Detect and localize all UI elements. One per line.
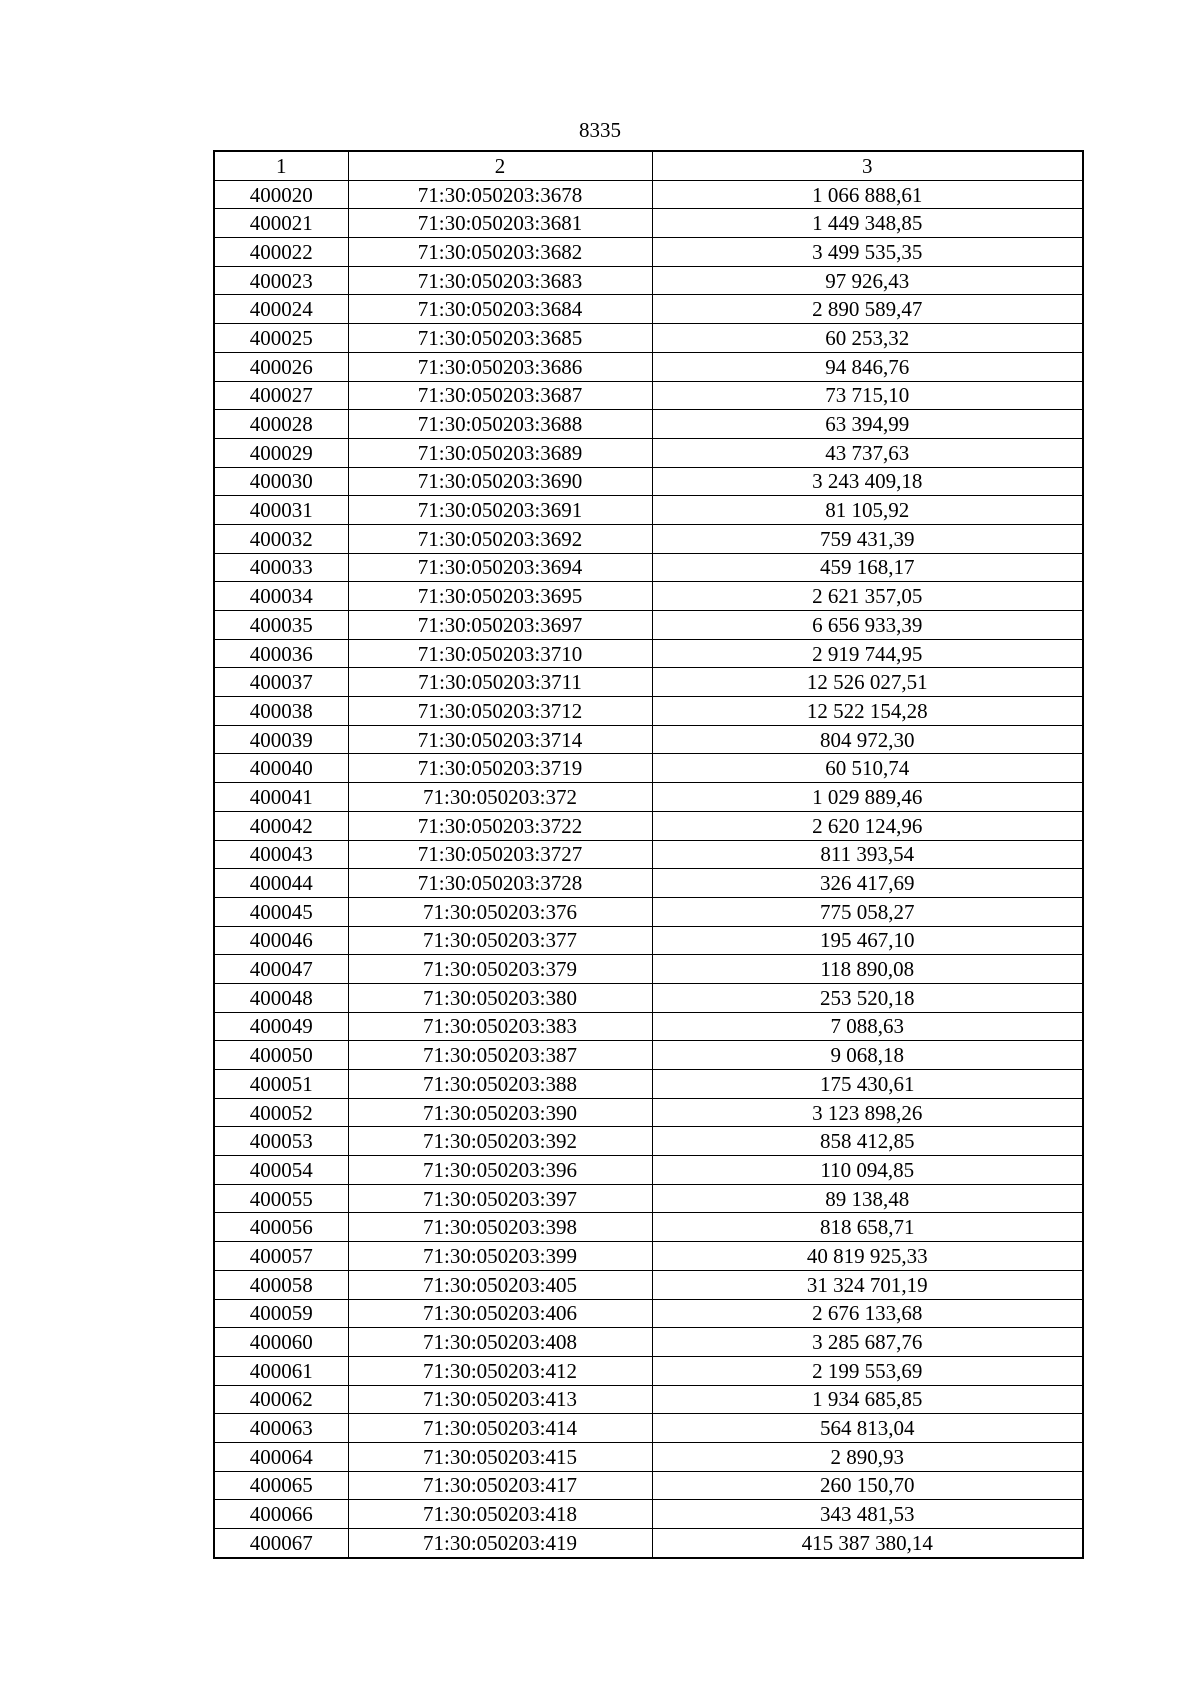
- row-number-cell: 400046: [214, 926, 348, 955]
- row-number-cell: 400061: [214, 1356, 348, 1385]
- value-cell: 3 243 409,18: [652, 467, 1083, 496]
- value-cell: 858 412,85: [652, 1127, 1083, 1156]
- table-row: [214, 438, 1083, 467]
- cadastral-number-cell: 71:30:050203:3711: [348, 668, 652, 697]
- row-number-cell: 400052: [214, 1098, 348, 1127]
- cadastral-number-cell: 71:30:050203:399: [348, 1242, 652, 1271]
- cadastral-number-cell: 71:30:050203:412: [348, 1356, 652, 1385]
- value-cell: 1 449 348,85: [652, 209, 1083, 238]
- cadastral-number-cell: 71:30:050203:396: [348, 1156, 652, 1185]
- value-cell: 818 658,71: [652, 1213, 1083, 1242]
- cadastral-number-cell: 71:30:050203:3689: [348, 438, 652, 467]
- table-row: [214, 324, 1083, 353]
- table-row: [214, 1442, 1083, 1471]
- table-row: [214, 1127, 1083, 1156]
- row-number-cell: 400037: [214, 668, 348, 697]
- row-number-cell: 400058: [214, 1270, 348, 1299]
- cadastral-number-cell: 71:30:050203:3692: [348, 524, 652, 553]
- cadastral-number-cell: 71:30:050203:380: [348, 983, 652, 1012]
- cadastral-number-cell: 71:30:050203:418: [348, 1500, 652, 1529]
- value-cell: 2 621 357,05: [652, 582, 1083, 611]
- table-row: [214, 869, 1083, 898]
- row-number-cell: 400021: [214, 209, 348, 238]
- cadastral-number-cell: 71:30:050203:3694: [348, 553, 652, 582]
- cadastral-number-cell: 71:30:050203:383: [348, 1012, 652, 1041]
- value-cell: 1 934 685,85: [652, 1385, 1083, 1414]
- table-row: [214, 553, 1083, 582]
- table-body: [214, 180, 1083, 1558]
- table-row: [214, 1242, 1083, 1271]
- cadastral-number-cell: 71:30:050203:3728: [348, 869, 652, 898]
- row-number-cell: 400035: [214, 611, 348, 640]
- table-row: [214, 1070, 1083, 1099]
- table-row: [214, 496, 1083, 525]
- value-cell: 3 123 898,26: [652, 1098, 1083, 1127]
- value-cell: 459 168,17: [652, 553, 1083, 582]
- value-cell: 2 890 589,47: [652, 295, 1083, 324]
- row-number-cell: 400044: [214, 869, 348, 898]
- cadastral-number-cell: 71:30:050203:419: [348, 1529, 652, 1558]
- value-cell: 2 620 124,96: [652, 811, 1083, 840]
- row-number-cell: 400045: [214, 897, 348, 926]
- value-cell: 1 029 889,46: [652, 783, 1083, 812]
- cadastral-number-cell: 71:30:050203:3691: [348, 496, 652, 525]
- value-cell: 2 919 744,95: [652, 639, 1083, 668]
- cadastral-number-cell: 71:30:050203:3678: [348, 180, 652, 209]
- row-number-cell: 400026: [214, 352, 348, 381]
- page-number: 8335: [579, 118, 621, 142]
- table-row: [214, 1385, 1083, 1414]
- row-number-cell: 400032: [214, 524, 348, 553]
- cadastral-number-cell: 71:30:050203:415: [348, 1442, 652, 1471]
- cadastral-number-cell: 71:30:050203:414: [348, 1414, 652, 1443]
- value-cell: 60 253,32: [652, 324, 1083, 353]
- cadastral-number-cell: 71:30:050203:3685: [348, 324, 652, 353]
- cadastral-number-cell: 71:30:050203:3695: [348, 582, 652, 611]
- row-number-cell: 400051: [214, 1070, 348, 1099]
- value-cell: 118 890,08: [652, 955, 1083, 984]
- value-cell: 12 526 027,51: [652, 668, 1083, 697]
- value-cell: 804 972,30: [652, 725, 1083, 754]
- row-number-cell: 400024: [214, 295, 348, 324]
- value-cell: 110 094,85: [652, 1156, 1083, 1185]
- table-header: [214, 151, 1083, 180]
- table-row: [214, 381, 1083, 410]
- data-table: [213, 150, 1084, 1559]
- cadastral-number-cell: 71:30:050203:390: [348, 1098, 652, 1127]
- row-number-cell: 400065: [214, 1471, 348, 1500]
- cadastral-number-cell: 71:30:050203:3727: [348, 840, 652, 869]
- row-number-cell: 400030: [214, 467, 348, 496]
- value-cell: 89 138,48: [652, 1184, 1083, 1213]
- row-number-cell: 400041: [214, 783, 348, 812]
- row-number-cell: 400062: [214, 1385, 348, 1414]
- cadastral-number-cell: 71:30:050203:3722: [348, 811, 652, 840]
- cadastral-number-cell: 71:30:050203:3686: [348, 352, 652, 381]
- value-cell: 564 813,04: [652, 1414, 1083, 1443]
- value-cell: 6 656 933,39: [652, 611, 1083, 640]
- cadastral-number-cell: 71:30:050203:387: [348, 1041, 652, 1070]
- value-cell: 12 522 154,28: [652, 697, 1083, 726]
- value-cell: 7 088,63: [652, 1012, 1083, 1041]
- cadastral-number-cell: 71:30:050203:392: [348, 1127, 652, 1156]
- value-cell: 3 285 687,76: [652, 1328, 1083, 1357]
- table-row: [214, 295, 1083, 324]
- header-row: [214, 151, 1083, 180]
- row-number-cell: 400039: [214, 725, 348, 754]
- cadastral-number-cell: 71:30:050203:3682: [348, 238, 652, 267]
- value-cell: 253 520,18: [652, 983, 1083, 1012]
- value-cell: 3 499 535,35: [652, 238, 1083, 267]
- table-row: [214, 1270, 1083, 1299]
- value-cell: 175 430,61: [652, 1070, 1083, 1099]
- cadastral-number-cell: 71:30:050203:3683: [348, 266, 652, 295]
- header-cell-2: 2: [348, 151, 652, 180]
- table-row: [214, 1299, 1083, 1328]
- cadastral-number-cell: 71:30:050203:379: [348, 955, 652, 984]
- table-row: [214, 611, 1083, 640]
- value-cell: 1 066 888,61: [652, 180, 1083, 209]
- table-row: [214, 1184, 1083, 1213]
- cadastral-number-cell: 71:30:050203:3688: [348, 410, 652, 439]
- table-row: [214, 266, 1083, 295]
- cadastral-number-cell: 71:30:050203:397: [348, 1184, 652, 1213]
- table-row: [214, 238, 1083, 267]
- cadastral-number-cell: 71:30:050203:3697: [348, 611, 652, 640]
- value-cell: 73 715,10: [652, 381, 1083, 410]
- value-cell: 343 481,53: [652, 1500, 1083, 1529]
- table-row: [214, 1328, 1083, 1357]
- table-row: [214, 1098, 1083, 1127]
- table-row: [214, 209, 1083, 238]
- row-number-cell: 400053: [214, 1127, 348, 1156]
- cadastral-number-cell: 71:30:050203:376: [348, 897, 652, 926]
- value-cell: 43 737,63: [652, 438, 1083, 467]
- value-cell: 31 324 701,19: [652, 1270, 1083, 1299]
- cadastral-number-cell: 71:30:050203:3681: [348, 209, 652, 238]
- table-row: [214, 783, 1083, 812]
- table-row: [214, 983, 1083, 1012]
- row-number-cell: 400031: [214, 496, 348, 525]
- cadastral-number-cell: 71:30:050203:417: [348, 1471, 652, 1500]
- table-row: [214, 897, 1083, 926]
- row-number-cell: 400050: [214, 1041, 348, 1070]
- table-row: [214, 697, 1083, 726]
- row-number-cell: 400022: [214, 238, 348, 267]
- cadastral-number-cell: 71:30:050203:408: [348, 1328, 652, 1357]
- value-cell: 2 676 133,68: [652, 1299, 1083, 1328]
- value-cell: 775 058,27: [652, 897, 1083, 926]
- table-row: [214, 1156, 1083, 1185]
- cadastral-number-cell: 71:30:050203:405: [348, 1270, 652, 1299]
- table-row: [214, 1012, 1083, 1041]
- header-cell-1: 1: [214, 151, 348, 180]
- cadastral-number-cell: 71:30:050203:372: [348, 783, 652, 812]
- table-row: [214, 467, 1083, 496]
- value-cell: 2 199 553,69: [652, 1356, 1083, 1385]
- value-cell: 94 846,76: [652, 352, 1083, 381]
- row-number-cell: 400025: [214, 324, 348, 353]
- value-cell: 40 819 925,33: [652, 1242, 1083, 1271]
- row-number-cell: 400060: [214, 1328, 348, 1357]
- table-row: [214, 1041, 1083, 1070]
- cadastral-number-cell: 71:30:050203:3687: [348, 381, 652, 410]
- value-cell: 326 417,69: [652, 869, 1083, 898]
- row-number-cell: 400028: [214, 410, 348, 439]
- value-cell: 60 510,74: [652, 754, 1083, 783]
- header-cell-3: 3: [652, 151, 1083, 180]
- cadastral-number-cell: 71:30:050203:3719: [348, 754, 652, 783]
- row-number-cell: 400033: [214, 553, 348, 582]
- value-cell: 811 393,54: [652, 840, 1083, 869]
- row-number-cell: 400034: [214, 582, 348, 611]
- table-row: [214, 582, 1083, 611]
- table-row: [214, 639, 1083, 668]
- row-number-cell: 400049: [214, 1012, 348, 1041]
- row-number-cell: 400054: [214, 1156, 348, 1185]
- row-number-cell: 400038: [214, 697, 348, 726]
- value-cell: 415 387 380,14: [652, 1529, 1083, 1558]
- value-cell: 63 394,99: [652, 410, 1083, 439]
- value-cell: 2 890,93: [652, 1442, 1083, 1471]
- row-number-cell: 400055: [214, 1184, 348, 1213]
- value-cell: 195 467,10: [652, 926, 1083, 955]
- row-number-cell: 400042: [214, 811, 348, 840]
- row-number-cell: 400023: [214, 266, 348, 295]
- value-cell: 9 068,18: [652, 1041, 1083, 1070]
- table-row: [214, 352, 1083, 381]
- table-row: [214, 1414, 1083, 1443]
- value-cell: 759 431,39: [652, 524, 1083, 553]
- cadastral-number-cell: 71:30:050203:406: [348, 1299, 652, 1328]
- row-number-cell: 400027: [214, 381, 348, 410]
- value-cell: 97 926,43: [652, 266, 1083, 295]
- row-number-cell: 400066: [214, 1500, 348, 1529]
- cadastral-number-cell: 71:30:050203:413: [348, 1385, 652, 1414]
- table-row: [214, 668, 1083, 697]
- table-row: [214, 811, 1083, 840]
- table-row: [214, 955, 1083, 984]
- row-number-cell: 400040: [214, 754, 348, 783]
- value-cell: 81 105,92: [652, 496, 1083, 525]
- cadastral-number-cell: 71:30:050203:3690: [348, 467, 652, 496]
- table-row: [214, 1500, 1083, 1529]
- cadastral-number-cell: 71:30:050203:398: [348, 1213, 652, 1242]
- table-row: [214, 180, 1083, 209]
- row-number-cell: 400067: [214, 1529, 348, 1558]
- cadastral-number-cell: 71:30:050203:3710: [348, 639, 652, 668]
- table-row: [214, 1356, 1083, 1385]
- cadastral-number-cell: 71:30:050203:388: [348, 1070, 652, 1099]
- row-number-cell: 400048: [214, 983, 348, 1012]
- table-row: [214, 1471, 1083, 1500]
- cadastral-number-cell: 71:30:050203:377: [348, 926, 652, 955]
- row-number-cell: 400029: [214, 438, 348, 467]
- table-row: [214, 524, 1083, 553]
- value-cell: 260 150,70: [652, 1471, 1083, 1500]
- row-number-cell: 400056: [214, 1213, 348, 1242]
- table-row: [214, 840, 1083, 869]
- row-number-cell: 400036: [214, 639, 348, 668]
- row-number-cell: 400063: [214, 1414, 348, 1443]
- table-row: [214, 754, 1083, 783]
- cadastral-number-cell: 71:30:050203:3712: [348, 697, 652, 726]
- row-number-cell: 400057: [214, 1242, 348, 1271]
- table-row: [214, 926, 1083, 955]
- cadastral-number-cell: 71:30:050203:3714: [348, 725, 652, 754]
- row-number-cell: 400020: [214, 180, 348, 209]
- row-number-cell: 400064: [214, 1442, 348, 1471]
- table-row: [214, 410, 1083, 439]
- table-row: [214, 725, 1083, 754]
- cadastral-number-cell: 71:30:050203:3684: [348, 295, 652, 324]
- table-row: [214, 1529, 1083, 1558]
- row-number-cell: 400043: [214, 840, 348, 869]
- row-number-cell: 400059: [214, 1299, 348, 1328]
- table-row: [214, 1213, 1083, 1242]
- row-number-cell: 400047: [214, 955, 348, 984]
